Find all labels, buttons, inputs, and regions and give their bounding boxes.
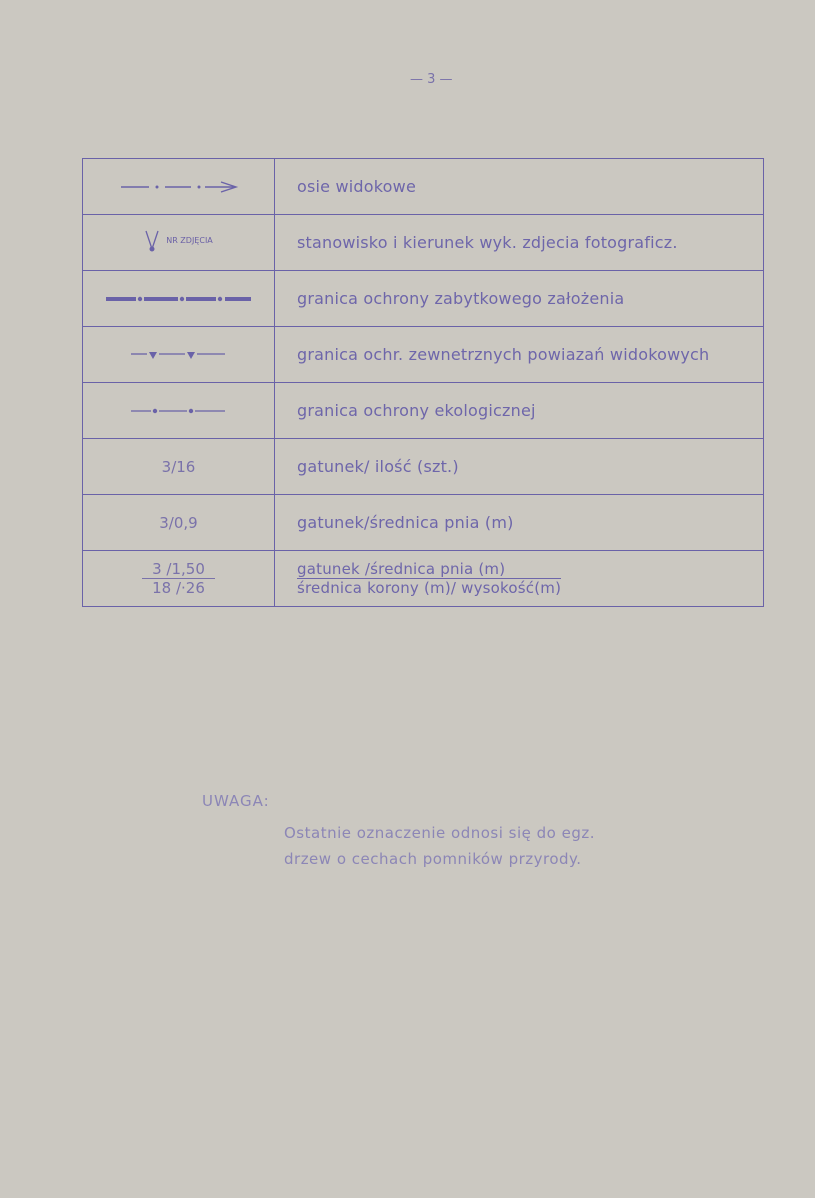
legend-symbol-text: 3/0,9 — [83, 495, 275, 551]
photo-number-label: NR ZDJĘCIA — [166, 236, 213, 245]
note-label: UWAGA: — [202, 792, 270, 810]
legend-row — [83, 551, 764, 607]
legend-row — [83, 159, 764, 215]
legend-symbol-fraction: $\frac{3 /1,50}{18 /\cdot 26}$ — [142, 560, 215, 597]
legend-row — [83, 215, 764, 271]
legend-table — [82, 158, 764, 607]
legend-description: gatunek/średnica pnia (m) — [275, 495, 764, 551]
legend-row — [83, 439, 764, 495]
page-number: — 3 — — [410, 72, 453, 87]
legend-row — [83, 495, 764, 551]
legend-description: granica ochrony zabytkowego założenia — [275, 271, 764, 327]
legend-symbol-text: 3/16 — [83, 439, 275, 495]
line-with-dots-icon — [83, 383, 275, 439]
note-body: Ostatnie oznaczenie odnosi się do egz. drzew o cechach pomników przyrody. — [284, 824, 595, 868]
view-axis-arrow-icon — [83, 159, 275, 215]
photo-station-icon — [144, 229, 160, 253]
thick-dash-dot-line-icon — [83, 271, 275, 327]
legend-row — [83, 383, 764, 439]
legend-description: osie widokowe — [275, 159, 764, 215]
legend-description-fraction: gatunek /średnica pnia (m) średnica korony (m)/ wysokość(m) — [297, 560, 562, 597]
legend-description: gatunek/ ilość (szt.) — [275, 439, 764, 495]
line-with-triangles-icon — [83, 327, 275, 383]
legend-row — [83, 327, 764, 383]
legend-description: granica ochrony ekologicznej — [275, 383, 764, 439]
legend-description: granica ochr. zewnetrznych powiazań widokowych — [275, 327, 764, 383]
legend-row — [83, 271, 764, 327]
legend-description: stanowisko i kierunek wyk. zdjecia fotograficz. — [275, 215, 764, 271]
